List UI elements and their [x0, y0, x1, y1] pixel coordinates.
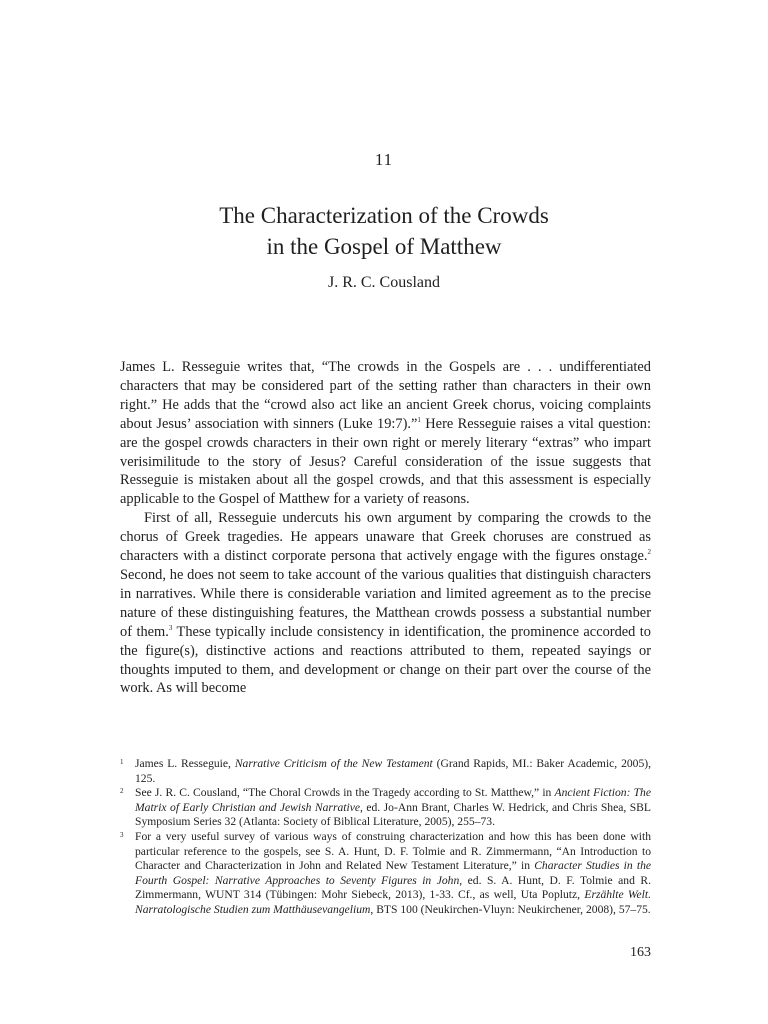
- footnote-text: James L. Resseguie,: [135, 757, 235, 770]
- footnote-text: , BTS 100 (Neukirchen-Vluyn: Neukirchener, 2008), 57–75.: [370, 902, 651, 916]
- footnote-text: For a very useful survey of various ways of construing characterization and how this has been done with particular reference to the gospels, see S. A. Hunt, D. F. Tolmie and R. Zimmermann, “An Introduction to Character and Characterization in John and Related New Testament Literature,” in: [135, 829, 651, 873]
- chapter-title-line-1: The Characterization of the Crowds: [219, 203, 549, 228]
- footnote-text: , ed. Jo-Ann Brant, Charles W. Hedrick, and Chris Shea, SBL Symposium Series 32 (Atlanta: Society of Biblical Literature, 2005), 255–73.: [135, 800, 651, 829]
- footnote-text: (Grand Rapids, MI.: Baker Academic, 2005), 125.: [135, 757, 652, 785]
- chapter-title-line-2: in the Gospel of Matthew: [266, 234, 502, 259]
- footnote-title: Erzählte Welt. Narratologische Studien zum Matthäusevangelium: [135, 888, 652, 916]
- chapter-number: 11: [374, 150, 394, 169]
- paragraph-1: [120, 358, 651, 509]
- footnotes: [120, 757, 651, 918]
- author-name: J. R. C. Cousland: [327, 274, 440, 291]
- paragraph-1-text-b: Here Resseguie raises a vital question: are the gospel crowds characters in their own right or merely literary “extras” who impart verisimilitude to the story of Jesus? Careful consideration of the issue suggests that Resseguie is mistaken about all the gospel crowds, and that this assessment is especially applicable to the Gospel of Matthew for a variety of reasons.: [120, 415, 652, 508]
- paragraph-2-text-b: Second, he does not seem to take account of the various qualities that distinguish characters in narratives. While there is considerable variation and limited agreement as to the precise nature of these distinguishing features, the Matthean crowds possess a substantial number of them.: [120, 566, 651, 640]
- footnote-title: Ancient Fiction: The Matrix of Early Christian and Jewish Narrative: [135, 786, 651, 814]
- footnote-3: [120, 830, 651, 918]
- page-number: 163: [630, 945, 651, 960]
- paragraph-2: [120, 509, 651, 698]
- footnote-ref-3[interactable]: 3: [168, 623, 173, 632]
- chapter-title: [0, 200, 768, 262]
- footnote-1: [120, 757, 651, 786]
- footnote-number: 3: [120, 830, 124, 839]
- footnote-text: , ed. S. A. Hunt, D. F. Tolmie and R. Zimmermann, WUNT 314 (Tübingen: Mohr Siebeck, 2013), 1-33. Cf., as well, Uta Poplutz,: [135, 873, 651, 902]
- footnote-ref-2[interactable]: 2: [647, 548, 651, 557]
- paragraph-1-text-a: James L. Resseguie writes that, “The crowds in the Gospels are . . . undifferentiated characters that may be considered part of the setting rather than characters in their own right.” He adds that the “crowd also act like an ancient Greek chorus, voicing complaints about Jesus’ association with sinners (Luke 19:7).”: [120, 359, 651, 432]
- footnote-title: Character Studies in the Fourth Gospel: Narrative Approaches to Seventy Figures in John: [135, 859, 652, 887]
- footnote-text: See J. R. C. Cousland, “The Choral Crowds in the Tragedy according to St. Matthew,” in: [135, 786, 555, 800]
- paragraph-2-text-a: First of all, Resseguie undercuts his own argument by comparing the crowds to the chorus of Greek tragedies. He appears unaware that Greek choruses are construed as characters with a distinct corporate persona that actively engage with the figures onstage.: [120, 510, 651, 565]
- footnote-2: [120, 786, 651, 830]
- footnote-number: 1: [120, 758, 124, 766]
- paragraph-2-text-c: These typically include consistency in identification, the prominence accorded to the figure(s), distinctive actions and reactions attributed to them, repeated sayings or thoughts imputed to them, and development or change on their part over the course of the work. As will become: [120, 623, 651, 697]
- body-text: [120, 358, 651, 698]
- footnote-title: Narrative Criticism of the New Testament: [234, 757, 433, 770]
- footnote-ref-1[interactable]: 1: [417, 415, 421, 424]
- footnote-number: 2: [120, 787, 124, 796]
